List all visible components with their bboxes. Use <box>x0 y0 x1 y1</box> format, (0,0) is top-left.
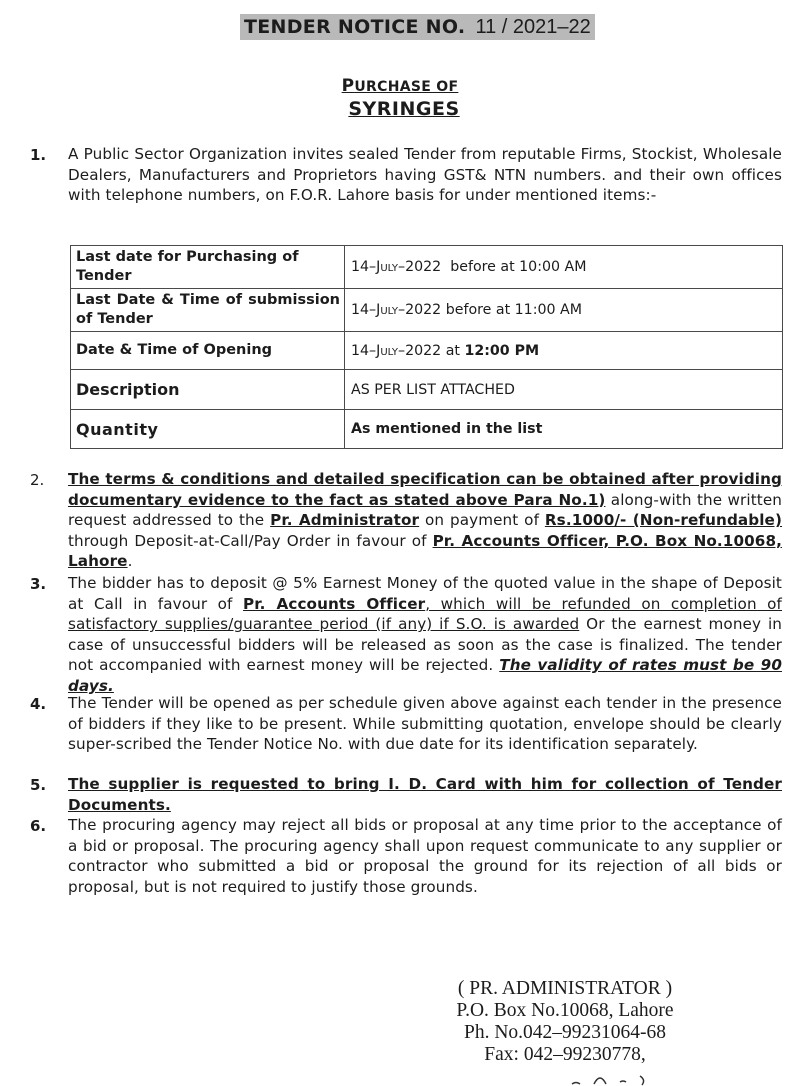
fee-amount: Rs.1000/- (Non-refundable) <box>544 511 782 530</box>
text: along-with the written request addressed to the <box>68 490 782 530</box>
text: The bidder has to deposit @ 5% Earnest Money of the quoted value in the shape of Deposit at Call in favour of <box>68 574 782 613</box>
signatory-title: ( PR. ADMINISTRATOR ) <box>457 978 673 999</box>
subject-initial: P <box>341 76 355 96</box>
row-value: As mentioned in the list <box>345 410 783 449</box>
table-row <box>71 246 783 289</box>
para-6-number: 6. <box>30 817 47 835</box>
time-text: before at 10:00 AM <box>441 259 587 275</box>
row-label: Description <box>71 370 345 410</box>
title-label: TENDER NOTICE NO. <box>244 16 466 38</box>
para-3-number: 3. <box>30 575 47 593</box>
time-text: before at 11:00 AM <box>441 302 582 318</box>
tender-schedule-table <box>70 245 783 449</box>
text: on payment of <box>419 511 545 530</box>
signature-block <box>430 978 700 1066</box>
para-4-number: 4. <box>30 695 47 713</box>
tender-number: 11 / 2021–22 <box>475 16 591 38</box>
subject-line-1 <box>0 76 800 97</box>
para-5-text: The supplier is requested to bring I. D. Card with him for collection of Tender Documents. <box>68 775 782 814</box>
para-6-text: The procuring agency may reject all bids or proposal at any time prior to the acceptance of a bid or proposal. The procuring agency shall upon request communicate to any supplier or contractor who submitted a bid or proposal the ground for its rejection of all bids or proposal, but is not required to justify those grounds. <box>68 816 782 896</box>
table-row <box>71 289 783 332</box>
row-value <box>345 332 783 370</box>
row-value <box>345 289 783 332</box>
row-label: Quantity <box>71 410 345 449</box>
row-value: AS PER LIST ATTACHED <box>345 370 783 410</box>
para-1-text: A Public Sector Organization invites sealed Tender from reputable Firms, Stockist, Wholesale Dealers, Manufacturers and Proprietors having GST& NTN numbers. and their own offices with telephone numbers, on F.O.R. Lahore basis for under mentioned items:- <box>68 145 782 205</box>
refund-condition: , which will be refunded on completion of satisfactory supplies/guarantee period (if any) if S.O. is awarded <box>68 594 783 634</box>
table-row <box>71 370 783 410</box>
text: through Deposit-at-Call/Pay Order in favour of <box>68 531 433 550</box>
text: . <box>127 552 133 571</box>
signature-scribble-icon <box>570 1072 680 1086</box>
tender-notice-title <box>240 14 595 40</box>
row-label: Date & Time of Opening <box>71 332 345 370</box>
subject-rest: URCHASE OF <box>354 79 459 95</box>
para-2-text <box>68 469 782 572</box>
subject-item: SYRINGES <box>348 98 460 120</box>
row-label: Last Date & Time of submission of Tender <box>71 289 345 332</box>
para-3-text <box>68 573 782 697</box>
row-value <box>345 246 783 289</box>
row-label: Last date for Purchasing of Tender <box>71 246 345 289</box>
para-4-text: The Tender will be opened as per schedule given above against each tender in the presence of bidders if they like to be present. While submitting quotation, envelope should be clearly super-scribed the Tender Notice No. with due date for its identification separately. <box>68 694 782 754</box>
administrator-ref: Pr. Administrator <box>270 511 420 530</box>
accounts-officer-address: Pr. Accounts Officer, P.O. Box No.10068, Lahore <box>68 531 782 571</box>
accounts-officer-ref: Pr. Accounts Officer <box>243 594 426 613</box>
date: 14–July–2022 <box>351 259 442 275</box>
fax-number: Fax: 042–99230778, <box>484 1044 646 1065</box>
para-5-number: 5. <box>30 776 47 794</box>
subject-heading <box>0 76 800 121</box>
validity-note: The validity of rates must be 90 days. <box>68 656 782 695</box>
po-box: P.O. Box No.10068, Lahore <box>456 1000 674 1021</box>
terms-heading: The terms & conditions and detailed specification can be obtained after providing documentary evidence to the fact as stated above Para No.1) <box>68 470 782 509</box>
phone-number: Ph. No.042–99231064-68 <box>463 1022 667 1043</box>
table-row <box>71 332 783 370</box>
opening-time: 12:00 PM <box>464 342 540 359</box>
text: Or the earnest money in case of unsuccessful bidders will be released as soon as the case is finalized. The tender not accompanied with earnest money will be rejected. <box>68 615 782 675</box>
date: 14–July–2022 <box>351 342 442 359</box>
para-2-number: 2. <box>30 471 45 489</box>
table-row <box>71 410 783 449</box>
date: 14–July–2022 <box>351 302 442 318</box>
para-1-number: 1. <box>30 146 47 164</box>
time-text: at <box>441 342 465 359</box>
